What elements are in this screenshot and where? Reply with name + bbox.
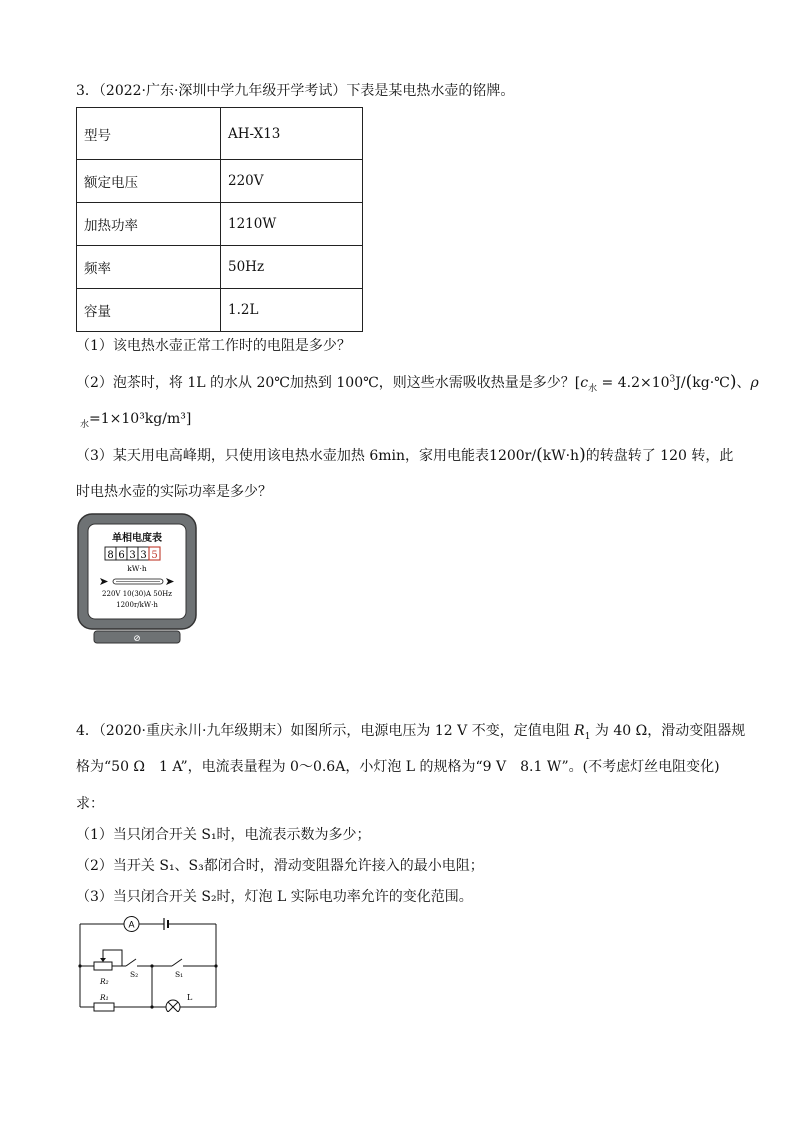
q3-part3-text-end: 的转盘转了 120 转，此 <box>585 448 734 464</box>
q3-part3: （3）某天用电高峰期，只使用该电热水壶加热 6min，家用电能表1200r/(kW·h)的转盘转了 120 转，此 <box>76 445 734 465</box>
q3-part3-line2: 时电热水壶的实际功率是多少？ <box>76 484 272 500</box>
meter-spec-1: 220V 10(30)A 50Hz <box>102 590 172 598</box>
q4-part3: （3）当只闭合开关 S₂时，灯泡 L 实际电功率允许的变化范围。 <box>76 889 473 905</box>
table-row <box>77 203 363 246</box>
spec-key: 频率 <box>77 246 221 289</box>
switch-s1-icon <box>172 959 182 966</box>
c-unit-denominator: kg·℃ <box>692 375 730 391</box>
meter-unit: kW·h <box>127 564 147 573</box>
q3-part2-text: （2）泡茶时，将 1L 的水从 20℃加热到 100℃，则这些水需吸收热量是多少？[ <box>76 375 581 391</box>
rheostat-r2-icon <box>94 962 112 970</box>
spec-value: 1.2L <box>221 289 363 332</box>
spec-value: 220V <box>221 160 363 203</box>
q4-line3: 求： <box>76 796 104 812</box>
q3-part1: （1）该电热水壶正常工作时的电阻是多少？ <box>76 338 351 354</box>
q4-line1-text: 4．（2020·重庆永川·九年级期末）如图所示，电源电压为 12 V 不变，定值电阻 <box>76 723 575 739</box>
meter-digit: 3 <box>129 550 136 561</box>
c-subscript: 水 <box>588 383 598 394</box>
ammeter-label: A <box>128 919 135 930</box>
c-value: = 4.2×10 <box>597 375 670 391</box>
lamp-label: L <box>187 993 193 1002</box>
s2-label: S₂ <box>130 970 139 979</box>
lamp-icon <box>166 1000 180 1012</box>
table-row <box>77 160 363 203</box>
meter-base-symbol: ⊘ <box>133 634 141 644</box>
c-unit: J/ <box>675 375 686 391</box>
q4-part1: （1）当只闭合开关 S₁时，电流表示数为多少； <box>76 827 371 843</box>
meter-spec-2: 1200r/kW·h <box>116 601 158 609</box>
spec-value: 50Hz <box>221 246 363 289</box>
table-row <box>77 108 363 160</box>
rheostat-arrow-icon <box>100 958 106 962</box>
separator: 、 <box>736 375 751 391</box>
rho-subscript: 水 <box>80 419 90 430</box>
q3-part2: （2）泡茶时，将 1L 的水从 20℃加热到 100℃，则这些水需吸收热量是多少？[$c_水$ = $4.2\times 10^3J/(kg\cdot℃)$、ρ <box>76 372 759 394</box>
q4-part2: （2）当开关 S₁、S₃都闭合时，滑动变阻器允许接入的最小电阻； <box>76 858 484 874</box>
spec-key: 加热功率 <box>77 203 221 246</box>
spec-table <box>76 107 363 332</box>
spec-key: 额定电压 <box>77 160 221 203</box>
meter-digit: 3 <box>140 550 147 561</box>
q3-part3-text: （3）某天用电高峰期，只使用该电热水壶加热 6min，家用电能表 <box>76 448 490 464</box>
q3-header: 3．（2022·广东·深圳中学九年级开学考试）下表是某电热水壶的铭牌。 <box>76 83 515 99</box>
table-row <box>77 289 363 332</box>
s1-label: S₁ <box>175 970 184 979</box>
r1-label: R₁ <box>100 993 109 1002</box>
r2-label: R₂ <box>100 977 109 986</box>
meter-title: 单相电度表 <box>112 533 162 544</box>
circuit-diagram <box>76 912 221 1012</box>
c-exponent: 3 <box>669 374 676 385</box>
meter-spec-unit: kW·h <box>542 448 580 464</box>
resistor-r1-icon <box>94 1003 114 1011</box>
q4-line2: 格为“50 Ω 1 A”，电流表量程为 0～0.6A，小灯泡 L 的规格为“9 V 8.1 W”。(不考虑灯丝电阻变化) <box>76 759 720 775</box>
q4-line1-text-end: 为 40 Ω，滑动变阻器规 <box>590 723 746 739</box>
meter-digit: 5 <box>151 550 158 561</box>
rho-symbol: ρ <box>750 375 759 391</box>
energy-meter-illustration <box>76 512 206 646</box>
q4-line1 <box>76 722 745 740</box>
spec-key: 型号 <box>77 108 221 160</box>
rho-value: =1×10³kg/m³] <box>89 411 192 427</box>
table-row <box>77 246 363 289</box>
spec-value: 1210W <box>221 203 363 246</box>
r1-subscript: 1 <box>584 731 591 742</box>
r1-symbol: R <box>574 723 585 739</box>
meter-spec-inline: 1200r/ <box>489 448 537 464</box>
switch-s2-icon <box>126 959 136 966</box>
spec-key: 容量 <box>77 289 221 332</box>
q3-part2-cont <box>80 410 191 428</box>
c-symbol: c <box>580 375 589 391</box>
spec-value: AH-X13 <box>221 108 363 160</box>
meter-digit: 8 <box>107 550 114 561</box>
meter-digit: 6 <box>118 550 125 561</box>
